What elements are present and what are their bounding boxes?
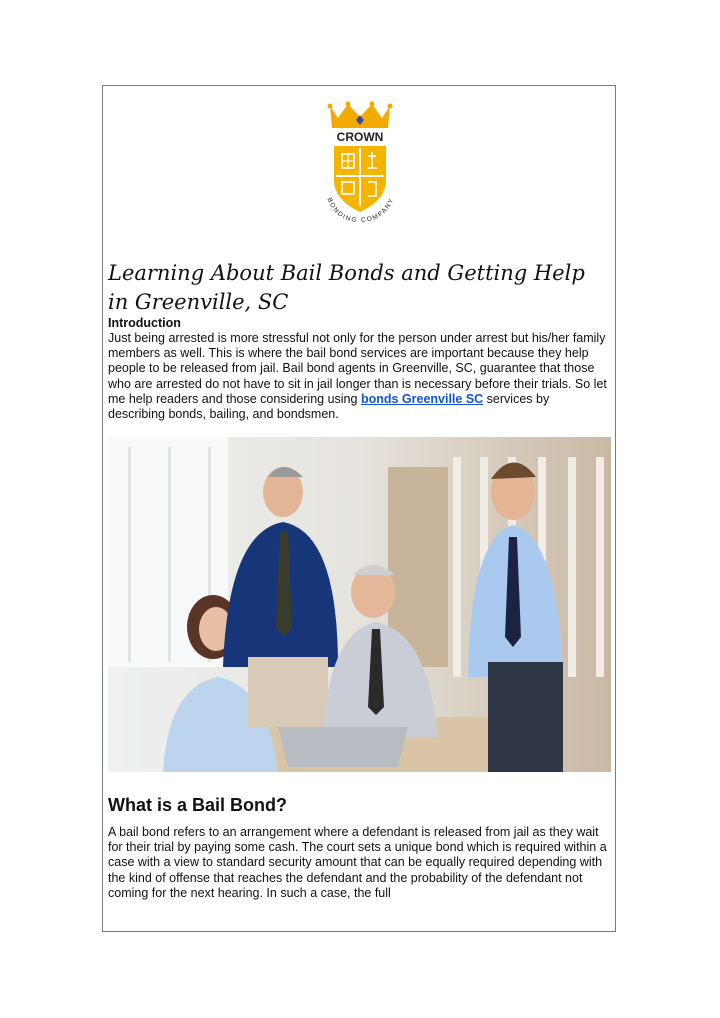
- crown-shield-logo-icon: [318, 100, 402, 225]
- office-meeting-photo: [108, 437, 611, 772]
- section-paragraph: A bail bond refers to an arrangement where a defendant is released from jail as they wait for their trial by paying some cash. The court sets a unique bond which is required within a case with a view to standard security amount that can be equally required depending with the kind of offense that reaches the defendant and the probability of the defendant not coming for the next hearing. In such a case, the full: [108, 825, 607, 900]
- intro-text-before-link: Just being arrested is more stressful not only for the person under arrest but his/her family members as well. This is where the bail bond services are important because they help people to be released from jail. Bail bond agents in Greenville, SC, guarantee that those who are arrested do not have to sit in jail longer than is necessary before their trials. So let me help readers and those considering using: [108, 331, 607, 406]
- page-title: Learning About Bail Bonds and Getting Help in Greenville, SC: [108, 261, 585, 314]
- office-meeting-photo-icon: [108, 437, 611, 772]
- logo-subtitle-text: BONDING COMPANY: [325, 196, 396, 225]
- intro-heading: Introduction: [108, 316, 181, 330]
- bonds-greenville-link[interactable]: bonds Greenville SC: [360, 391, 484, 406]
- intro-paragraph: [108, 331, 608, 422]
- logo-brand-text: CROWN: [336, 130, 384, 144]
- intro-text-after-link: services by describing bonds, bailing, and bondsmen.: [108, 391, 550, 422]
- crown-bonding-logo: [318, 100, 402, 225]
- section-heading: What is a Bail Bond?: [108, 795, 288, 815]
